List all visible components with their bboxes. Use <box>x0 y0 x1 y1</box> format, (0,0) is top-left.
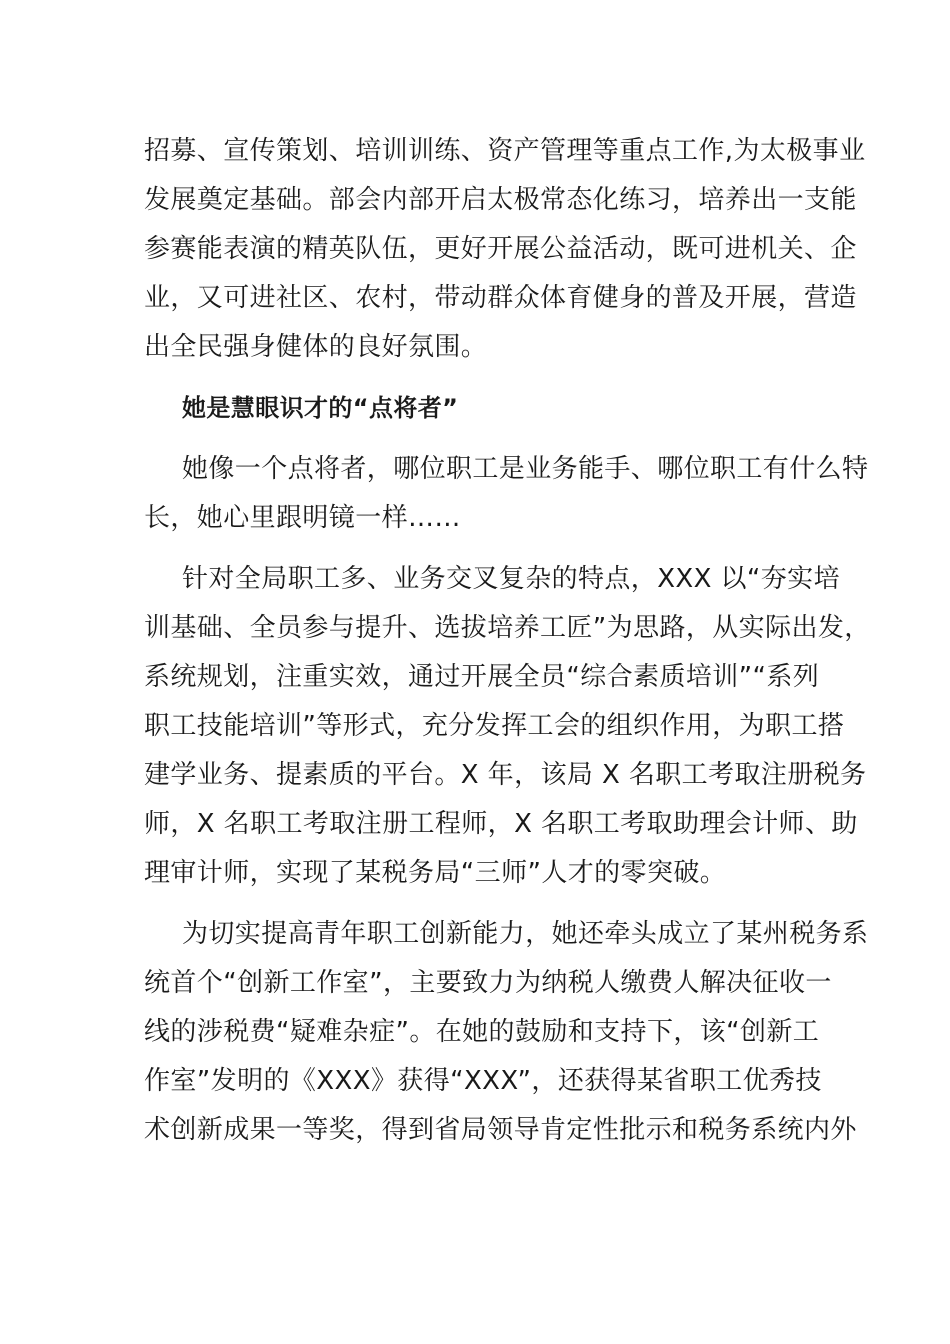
text-line: 术创新成果一等奖，得到省局领导肯定性批示和税务系统内外 <box>144 1115 857 1145</box>
text-line: 师，X 名职工考取注册工程师，X 名职工考取助理会计师、助 <box>144 809 858 839</box>
text-line: 她像一个点将者，哪位职工是业务能手、哪位职工有什么特 <box>182 454 869 484</box>
text-line: 针对全局职工多、业务交叉复杂的特点，XXX 以“夯实培 <box>182 564 840 594</box>
paragraph-4 <box>144 910 869 1155</box>
paragraph-1 <box>144 127 866 372</box>
text-line: 业，又可进社区、农村，带动群众体育健身的普及开展，营造 <box>144 283 857 313</box>
text-line: 为切实提高青年职工创新能力，她还牵头成立了某州税务系 <box>182 919 869 949</box>
text-line: 发展奠定基础。部会内部开启太极常态化练习，培养出一支能 <box>144 185 857 215</box>
text-line: 建学业务、提素质的平台。X 年，该局 X 名职工考取注册税务 <box>144 760 867 790</box>
text-line: 线的涉税费“疑难杂症”。在她的鼓励和支持下，该“创新工 <box>144 1017 820 1047</box>
paragraph-3 <box>144 555 871 898</box>
text-line: 参赛能表演的精英队伍，更好开展公益活动，既可进机关、企 <box>144 234 857 264</box>
text-line: 系统规划，注重实效，通过开展全员“综合素质培训”“系列 <box>144 662 820 692</box>
text-line: 作室”发明的《XXX》获得“XXX”，还获得某省职工优秀技 <box>144 1066 822 1096</box>
text-line: 理审计师，实现了某税务局“三师”人才的零突破。 <box>144 858 727 888</box>
section-heading: 她是慧眼识才的“点将者” <box>182 394 459 422</box>
text-line: 统首个“创新工作室”，主要致力为纳税人缴费人解决征收一 <box>144 968 832 998</box>
text-line: 训基础、全员参与提升、选拔培养工匠”为思路，从实际出发， <box>144 613 871 643</box>
paragraph-2 <box>144 445 869 543</box>
text-line: 出全民强身健体的良好氛围。 <box>144 332 488 362</box>
document-body <box>144 127 871 1155</box>
text-line: 长，她心里跟明镜一样…… <box>144 503 461 533</box>
text-line: 招募、宣传策划、培训训练、资产管理等重点工作,为太极事业 <box>144 136 866 166</box>
text-line: 职工技能培训”等形式，充分发挥工会的组织作用，为职工搭 <box>144 711 845 741</box>
